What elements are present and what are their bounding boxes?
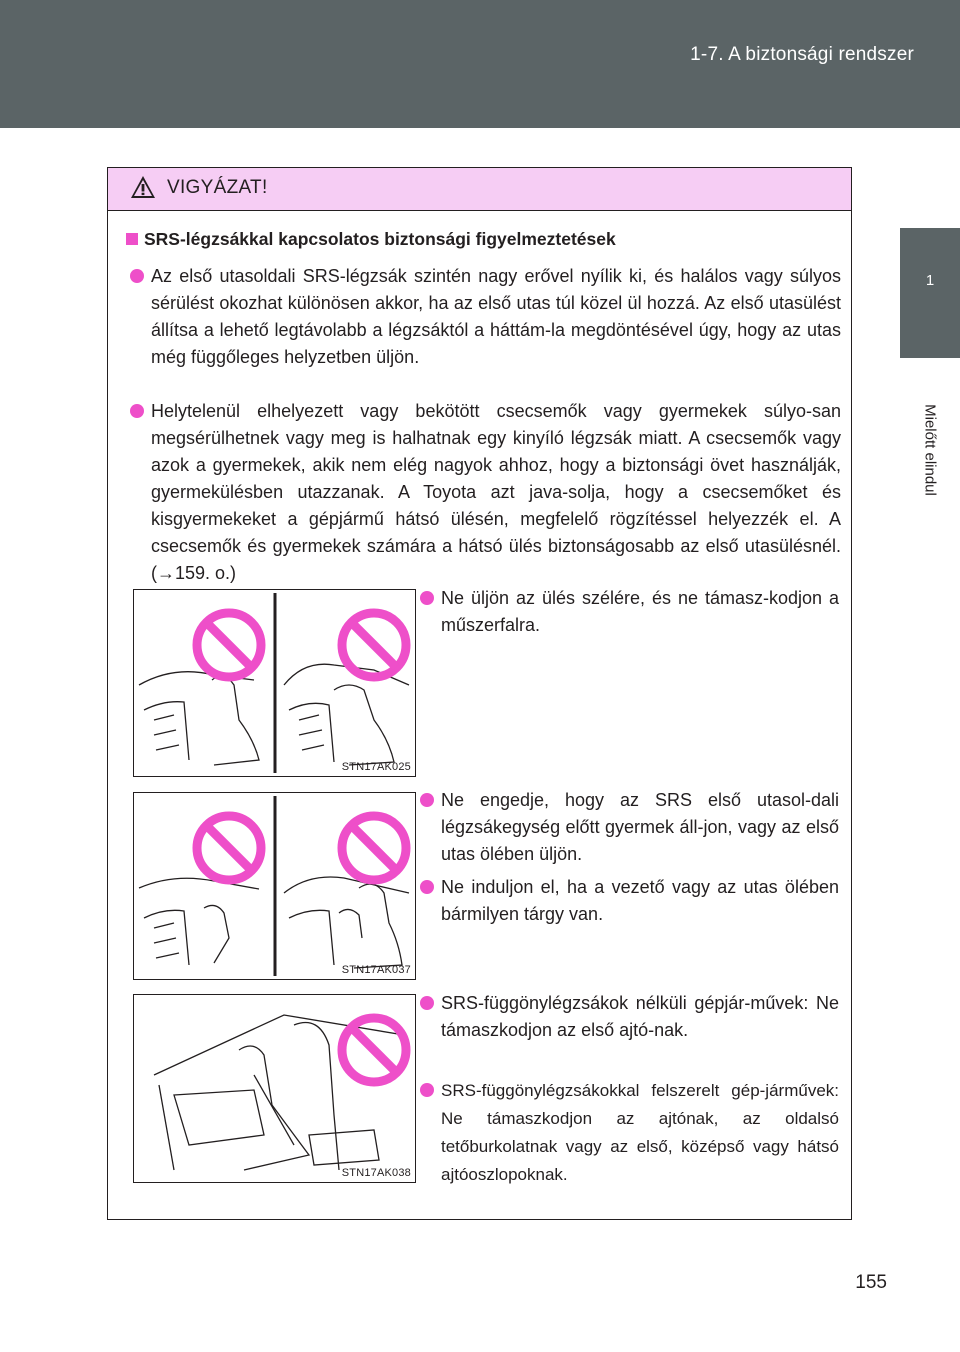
bullet-dot-icon: [130, 269, 144, 283]
subsection-heading: [126, 229, 616, 250]
figure-door-lean: [133, 994, 416, 1183]
bullet-item: [151, 263, 841, 371]
bullet-item: [151, 398, 841, 587]
chapter-number: 1: [925, 272, 935, 289]
figure-note-text: Ne induljon el, ha a vezető vagy az utas ölében bármilyen tárgy van.: [441, 877, 839, 924]
bullet-dot-icon: [420, 793, 434, 807]
figure-code: STN17AK038: [341, 1167, 411, 1179]
chapter-label-text: Mielőtt elindul: [921, 404, 939, 496]
figure-note-text: Ne engedje, hogy az SRS első utasol-dali légzsákegység előtt gyermek áll-jon, vagy az első utas ölében üljön.: [441, 790, 839, 864]
prohibition-icon: [197, 816, 261, 880]
prohibition-icon: [342, 613, 406, 677]
bullet-dot-icon: [420, 591, 434, 605]
bullet-dot-icon: [130, 404, 144, 418]
figure-child-front: [133, 792, 416, 980]
figure-code: STN17AK037: [341, 964, 411, 976]
figure-note-text: SRS-függönylégzsákok nélküli gépjár-művek: Ne támaszkodjon az első ajtó-nak.: [441, 993, 839, 1040]
warning-header: [108, 168, 851, 211]
warning-heading: VIGYÁZAT!: [167, 177, 268, 198]
figure-note-text: SRS-függönylégzsákokkal felszerelt gép-járművek: Ne támaszkodjon az ajtónak, az oldalsó tetőburkolatnak vagy az első, középső vagy hátsó ajtóoszlopoknak.: [441, 1081, 839, 1184]
figure-note: [441, 990, 839, 1044]
figure-note: [441, 787, 839, 868]
bullet-text: Helytelenül elhelyezett vagy bekötött csecsemők vagy gyermekek súlyo-san megsérülhetnek vagy meg is halhatnak egy kinyíló légzsák miatt. A csecsemők vagy azok a gyermekek, akik nem elég nagyok ahhoz, hogy a biztonsági övet használják, gyermekülésben utazzanak. A Toyota azt java-solja, hogy a csecsemőket és kisgyermekeket a gépjármű hátsó ülésén, megfelelő rögzítéssel helyezzék el. A csecsemők és gyermekek számára a hátsó ülés biztonságosabb az első utasülésnél. (→159. o.): [151, 401, 841, 583]
chapter-label: [900, 360, 960, 540]
warning-box: [107, 167, 852, 1220]
section-title: 1-7. A biztonsági rendszer: [690, 44, 914, 65]
bullet-dot-icon: [420, 880, 434, 894]
prohibition-icon: [342, 1018, 406, 1082]
bullet-text: Az első utasoldali SRS-légzsák szintén nagy erővel nyílik ki, és halálos vagy súlyos sérülést okozhat különösen akkor, ha az első utas túl közel ül hozzá. Az első utasülést állítsa a lehető legtávolabb a légzsáktól a háttám-la megdöntésével úgy, hogy az utas még függőleges helyzetben üljön.: [151, 266, 841, 367]
prohibition-icon: [342, 816, 406, 880]
square-bullet-icon: [126, 233, 138, 245]
bullet-dot-icon: [420, 996, 434, 1010]
chapter-tab: [900, 228, 960, 358]
figure-note-text: Ne üljön az ülés szélére, és ne támasz-kodjon a műszerfalra.: [441, 588, 839, 635]
bullet-dot-icon: [420, 1083, 434, 1097]
warning-triangle-icon: [130, 175, 156, 204]
figure-note: [441, 1077, 839, 1189]
page-number: 155: [855, 1272, 887, 1293]
figure-note: [441, 585, 839, 639]
subsection-heading-text: SRS-légzsákkal kapcsolatos biztonsági figyelmeztetések: [144, 229, 616, 249]
figure-code: STN17AK025: [341, 761, 411, 773]
figure-note: [441, 874, 839, 928]
figure-seat-edge: [133, 589, 416, 777]
page-header: [0, 0, 960, 128]
prohibition-icon: [197, 613, 261, 677]
